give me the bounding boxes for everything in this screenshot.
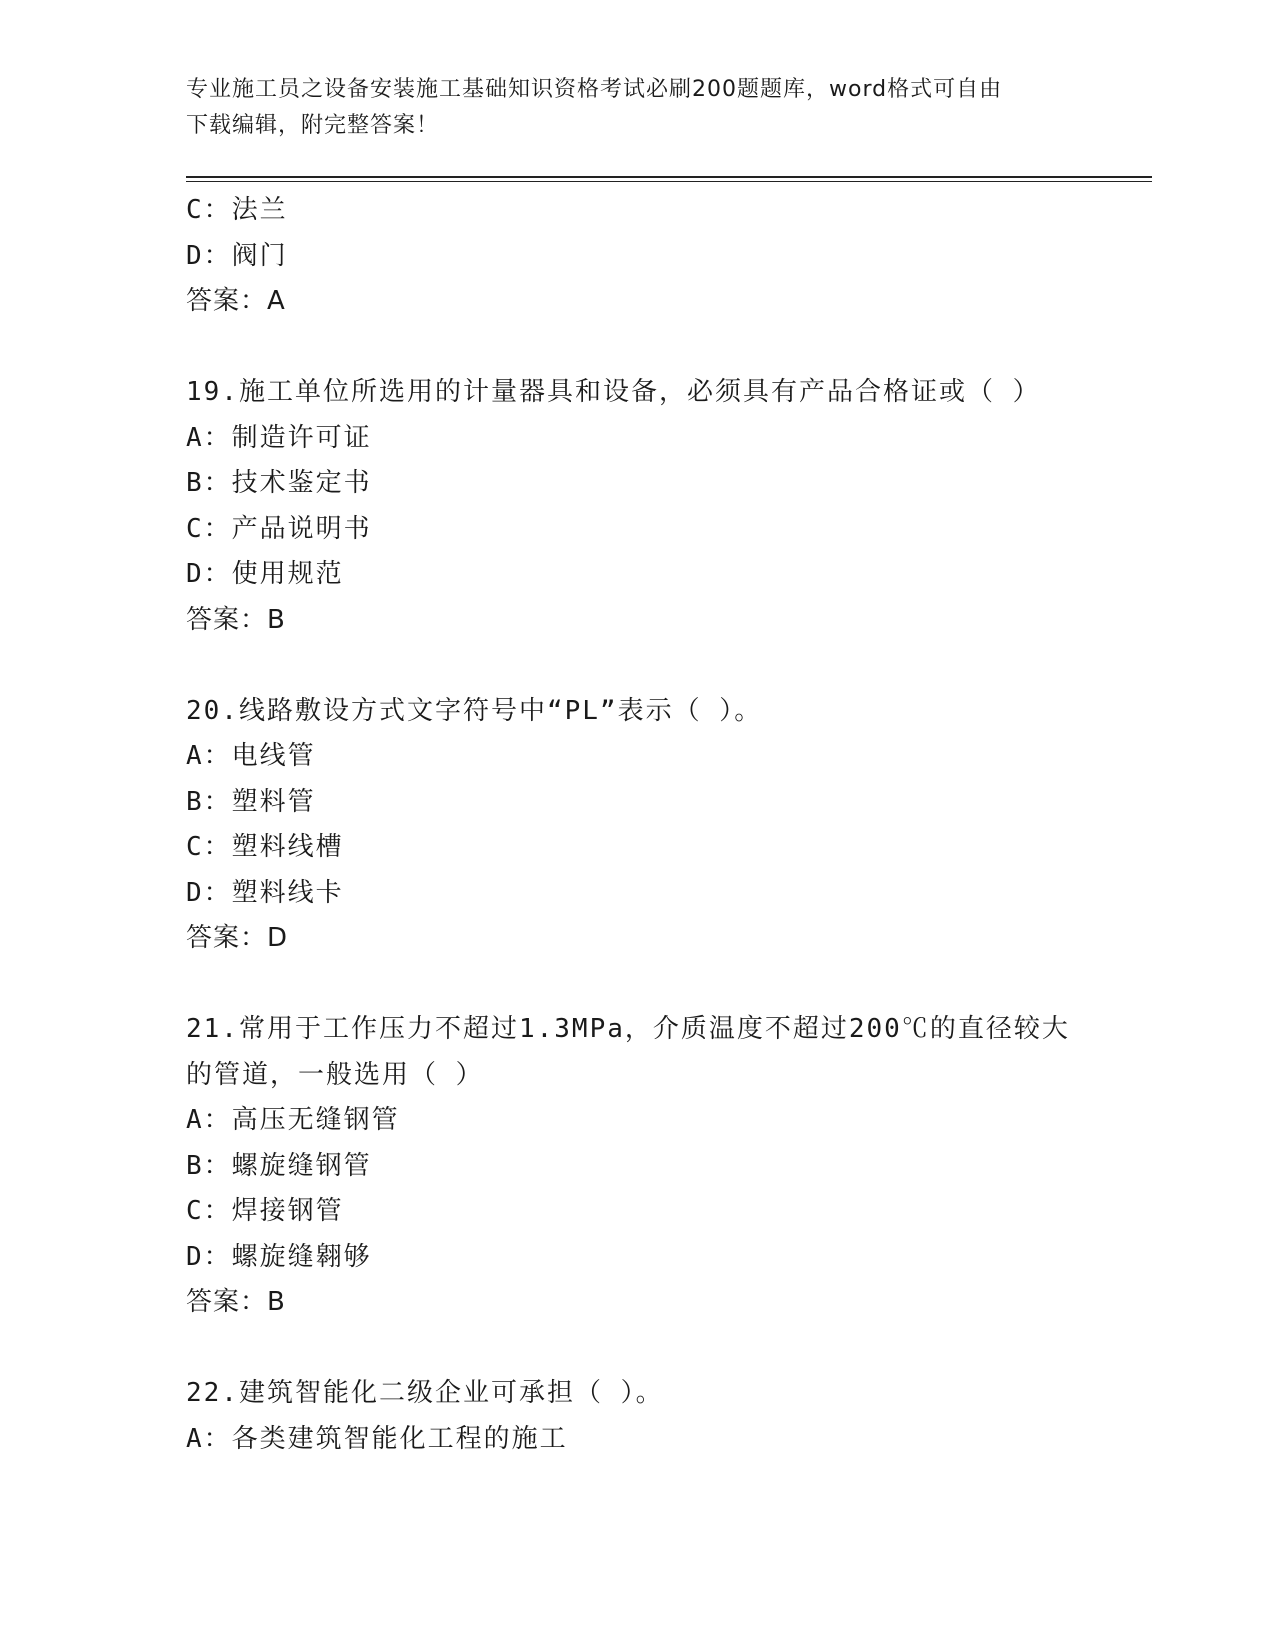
question-22 — [186, 1371, 1086, 1462]
question-stem: 19.施工单位所选用的计量器具和设备，必须具有产品合格证或（ ） — [186, 377, 1041, 407]
question-stem-line-1: 21.常用于工作压力不超过1.3MPa，介质温度不超过200℃的直径较大 — [186, 1014, 1070, 1044]
option-a: A：制造许可证 — [186, 422, 372, 453]
answer-line: 答案：B — [186, 1287, 286, 1317]
question-stem: 20.线路敷设方式文字符号中“PL”表示（ ）。 — [186, 695, 763, 726]
option-a: A：电线管 — [186, 741, 316, 771]
spacer — [186, 325, 1086, 371]
spacer — [186, 643, 1086, 689]
question-21 — [186, 1007, 1086, 1326]
option-b: B：螺旋缝钢管 — [186, 1150, 372, 1181]
option-d: D：塑料线卡 — [186, 877, 344, 908]
question-stem: 22.建筑智能化二级企业可承担（ ）。 — [186, 1378, 664, 1408]
header-title-line-2: 下载编辑，附完整答案！ — [186, 113, 440, 138]
question-19 — [186, 370, 1086, 643]
option-c: C：法兰 — [186, 195, 288, 225]
document-header — [186, 72, 1066, 144]
header-divider-thick — [186, 176, 1152, 178]
option-b: B：技术鉴定书 — [186, 468, 372, 498]
option-c: C：焊接钢管 — [186, 1196, 344, 1226]
option-b: B：塑料管 — [186, 786, 316, 817]
answer-line: 答案：A — [186, 286, 286, 316]
option-a: A：高压无缝钢管 — [186, 1105, 400, 1135]
question-list — [186, 188, 1086, 1462]
answer-line: 答案：D — [186, 923, 289, 953]
option-c: C：产品说明书 — [186, 513, 372, 544]
spacer — [186, 962, 1086, 1008]
option-d: D：螺旋缝翱够 — [186, 1241, 372, 1272]
option-d: D：阀门 — [186, 240, 288, 271]
option-a: A：各类建筑智能化工程的施工 — [186, 1423, 568, 1454]
spacer — [186, 1326, 1086, 1372]
question-stem-line-2: 的管道，一般选用（ ） — [186, 1059, 484, 1090]
answer-line: 答案：B — [186, 604, 286, 635]
option-d: D：使用规范 — [186, 559, 344, 589]
header-divider-thin — [186, 181, 1152, 182]
option-c: C：塑料线槽 — [186, 832, 344, 862]
question-20 — [186, 689, 1086, 962]
header-title-line-1: 专业施工员之设备安装施工基础知识资格考试必刷200题题库，word格式可自由 — [186, 77, 1003, 102]
question-18-continuation — [186, 188, 1086, 325]
